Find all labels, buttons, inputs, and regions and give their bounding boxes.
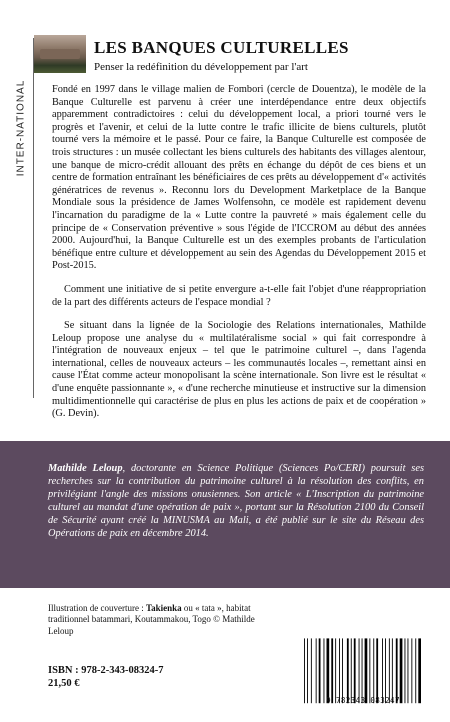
book-subtitle: Penser la redéfinition du développement par l'art	[94, 61, 308, 73]
barcode-bar	[307, 638, 308, 703]
barcode-bar	[347, 638, 349, 703]
author-bio	[48, 462, 424, 540]
author-bio-text: , doctorante en Science Politique (Sciences Po/CERI) poursuit ses recherches sur la contribution du patrimoine culturel à la résolution des conflits, en privilégiant l'angle des missions onusiennes. Son article « L'Inscription du patrimoine culturel au mandat d'une opération de paix », portant sur la Résolution 2100 du Conseil de Sécurité ayant créé la MINUSMA au Mali, a été publié sur le site du Réseau des Opérations de paix en décembre 2014.	[48, 463, 424, 539]
credits-title: Takienka	[145, 603, 182, 613]
barcode-bar	[385, 638, 386, 703]
barcode-bar	[392, 638, 393, 703]
series-label	[14, 78, 28, 178]
summary-paragraph-1: Fondé en 1997 dans le village malien de Fombori (cercle de Douentza), le modèle de la Banque Culturelle est parvenu à créer une interdépendance entre deux objectifs apparemment contradictoires : celui du développement local, a priori tourné vers le progrès et l'avenir, et celui de la lutte contre le trafic illicite de biens culturels, plutôt tourné vers la mémoire et le passé. Pour ce faire, la Banque Culturelle est composée de trois structures : un musée collectant les biens culturels des habitants des villages alentour, une banque de micro-crédit allouant des prêts en échange du dépôt de ces biens et un centre de formation entraînant les bénéficiaires de ces prêts au développement d'« activités génératrices de revenus ». Reconnu lors du Development Marketplace de la Banque Mondiale sous la présidence de James Wolfensohn, ce modèle est rapidement devenu l'incarnation du paradigme de la « Lutte contre la pauvreté » mais également celle du principe de « Conservation préventive » sous l'égide de l'ICCROM au début des années 2000. Aujourd'hui, la Banque Culturelle est un des exemples probants de l'articulation bénéfique entre culture et développement au sein des Agendas du Développement 2015 et Post-2015.	[52, 84, 426, 272]
isbn-price-block	[48, 664, 248, 690]
barcode-bar	[382, 638, 383, 703]
barcode-number: 9 782343 083247	[326, 696, 400, 705]
barcode-bar	[362, 638, 363, 703]
barcode-bar	[311, 638, 312, 703]
barcode-bar	[342, 638, 343, 703]
summary-paragraph-3: Se situant dans la lignée de la Sociologie des Relations internationales, Mathilde Leloup propose une analyse du « multilatéralisme social » qui fait correspondre à l'intégration de nouveaux enjeux – tel que le patrimoine culturel –, dans l'agenda international, celles de nouveaux acteurs – les communautés locales –, remettant ainsi en cause l'État comme acteur monopolisant la scène internationale. Son livre est le résultat « d'une enquête passionnante », « d'une recherche minutieuse et instructive sur la dimension multidimentionnelle qui caractérise de plus en plus les actions de paix et de coopération » (G. Devin).	[52, 320, 426, 420]
barcode-bar	[354, 638, 356, 703]
barcode-bar	[369, 638, 370, 703]
barcode-bar	[400, 638, 403, 703]
cover-thumbnail-image	[34, 35, 86, 73]
barcode-bar	[319, 638, 321, 703]
author-name: Mathilde Leloup	[48, 463, 123, 474]
barcode-bar	[339, 638, 340, 703]
series-label-text: INTER-NATIONAL	[15, 79, 27, 177]
thumbnail-roof-shape	[40, 49, 80, 59]
barcode-bar	[411, 638, 412, 703]
barcode-bar	[327, 638, 330, 703]
barcode-bar	[396, 638, 398, 703]
credits-rest: ou « tata », habitat traditionnel batammari, Koutammakou, Togo © Mathilde Leloup	[48, 603, 255, 636]
barcode-bar	[408, 638, 409, 703]
barcode-bar	[415, 638, 416, 703]
barcode-bar	[316, 638, 317, 703]
barcode-bar	[405, 638, 406, 703]
price: 21,50 €	[48, 678, 80, 689]
credits-prefix: Illustration de couverture :	[48, 603, 146, 613]
barcode-bar	[324, 638, 325, 703]
book-title: LES BANQUES CULTURELLES	[94, 38, 349, 57]
vertical-rule	[33, 38, 34, 398]
barcode-bar	[335, 638, 336, 703]
barcode-bar	[304, 638, 305, 703]
barcode-bar	[376, 638, 378, 703]
barcode-bar	[373, 638, 374, 703]
barcode-bar	[359, 638, 360, 703]
isbn: ISBN : 978-2-343-08324-7	[48, 665, 164, 676]
barcode-bar	[351, 638, 352, 703]
barcode-bar	[365, 638, 368, 703]
summary-paragraph-2: Comment une initiative de si petite envergure a-t-elle fait l'objet d'une réappropriation de la part des différents acteurs de l'espace mondial ?	[52, 283, 426, 308]
summary-text	[52, 84, 426, 432]
barcode-bar	[418, 638, 421, 703]
barcode-bar	[389, 638, 390, 703]
barcode-bar	[331, 638, 333, 703]
cover-credits	[48, 603, 278, 637]
